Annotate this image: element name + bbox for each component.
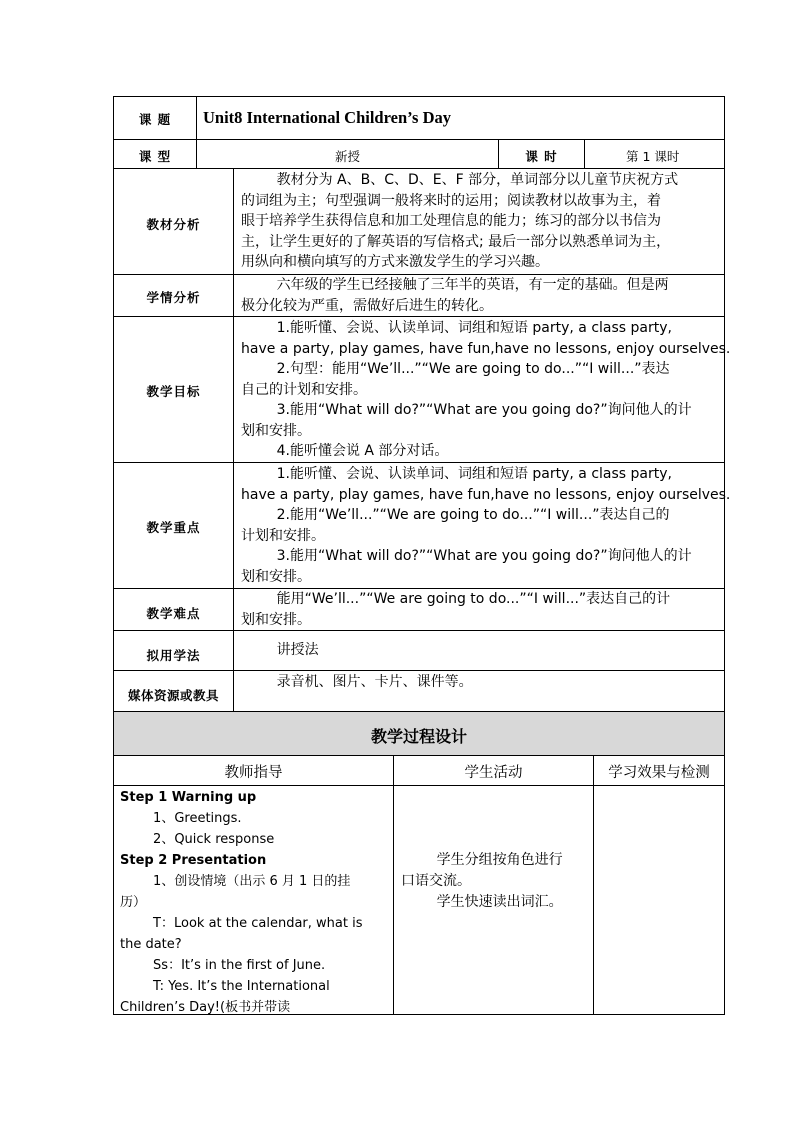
text-line: 划和安排。 <box>241 611 311 628</box>
text-line <box>401 829 563 850</box>
topic-label: 课 题 <box>138 112 172 127</box>
teacher-guidance-text <box>120 787 363 1018</box>
method-text <box>241 640 319 661</box>
text-line <box>401 787 563 808</box>
text-line: 用纵向和横向填写的方式来激发学生的学习兴趣。 <box>241 254 549 270</box>
text-line: the date? <box>120 937 182 952</box>
text-line: 极分化较为严重，需做好后进生的转化。 <box>241 297 493 314</box>
col-effect-header: 学习效果与检测 <box>608 765 710 781</box>
type-label: 课 型 <box>138 149 172 164</box>
table-border-top <box>113 96 725 97</box>
table-border-left <box>113 96 114 1015</box>
text-line: 3.能用“What will do?”“What are you going do?”询问他人的计 <box>241 402 692 418</box>
text-line <box>401 808 563 829</box>
col-divider <box>233 168 234 711</box>
key-points-text <box>241 464 730 587</box>
text-line: 的词组为主；句型强调一般将来时的运用；阅读教材以故事为主，着 <box>241 192 661 209</box>
text-line: 口语交流。 <box>401 873 471 889</box>
row-divider <box>113 630 725 631</box>
text-line: 讲授法 <box>241 642 319 658</box>
text-line: 2、Quick response <box>120 832 275 847</box>
text-line: T：Look at the calendar, what is <box>120 916 363 931</box>
difficulties-text <box>241 589 670 630</box>
method-label: 拟用学法 <box>146 648 201 663</box>
row-divider <box>113 462 725 463</box>
row-divider <box>113 785 725 786</box>
text-line: have a party, play games, have fun,have no lessons, enjoy ourselves. <box>241 340 731 357</box>
text-line: 主，让学生更好的了解英语的写信格式; 最后一部分以熟悉单词为主， <box>241 233 671 250</box>
student-analysis-text <box>241 275 669 316</box>
step-heading: Step 2 Presentation <box>120 853 267 868</box>
text-line: Children’s Day!(板书并带读 <box>120 1000 291 1015</box>
process-title: 教学过程设计 <box>370 727 467 746</box>
media-text <box>241 672 473 693</box>
text-line: 划和安排。 <box>241 568 311 585</box>
col-teacher-header: 教师指导 <box>224 765 283 781</box>
hours-value: 第 1 课时 <box>626 149 680 164</box>
text-line: 1.能听懂、会说、认读单词、词组和短语 party, a class party, <box>241 320 672 336</box>
text-line: 2.能用“We’ll...”“We are going to do...”“I will...”表达自己的 <box>241 507 670 523</box>
text-line: 划和安排。 <box>241 422 311 439</box>
text-line: have a party, play games, have fun,have no lessons, enjoy ourselves. <box>241 486 731 503</box>
text-line: Ss：It’s in the first of June. <box>120 958 326 973</box>
text-line: 2.句型：能用“We’ll...”“We are going to do...”“I will...”表达 <box>241 361 670 377</box>
col-divider <box>593 755 594 1015</box>
student-analysis-label: 学情分析 <box>146 290 201 305</box>
step-heading: Step 1 Warning up <box>120 790 257 805</box>
text-line: 1、Greetings. <box>120 811 242 826</box>
text-line: 4.能听懂会说 A 部分对话。 <box>241 443 449 459</box>
text-line: 眼于培养学生获得信息和加工处理信息的能力；练习的部分以书信为 <box>241 213 661 229</box>
media-label: 媒体资源或教具 <box>127 688 219 703</box>
key-points-label: 教学重点 <box>146 520 201 535</box>
text-line: 学生分组按角色进行 <box>401 852 563 868</box>
objectives-label: 教学目标 <box>146 384 201 399</box>
student-activity-text <box>401 787 563 913</box>
text-line: T: Yes. It’s the International <box>120 979 330 994</box>
row-divider <box>113 139 725 140</box>
text-line: 录音机、图片、卡片、课件等。 <box>241 674 473 690</box>
text-line: 历） <box>120 895 147 910</box>
difficulties-label: 教学难点 <box>146 606 201 621</box>
type-value: 新授 <box>334 149 360 164</box>
topic-value: Unit8 International Children’s Day <box>203 108 451 127</box>
textbook-analysis-label: 教材分析 <box>146 217 201 232</box>
row-divider <box>113 755 725 756</box>
col-divider <box>584 139 585 169</box>
text-line: 六年级的学生已经接触了三年半的英语，有一定的基础。但是两 <box>241 277 669 293</box>
col-divider <box>393 755 394 1015</box>
row-divider <box>113 670 725 671</box>
text-line: 自己的计划和安排。 <box>241 381 367 398</box>
text-line: 能用“We’ll...”“We are going to do...”“I will...”表达自己的计 <box>241 591 671 607</box>
row-divider <box>113 168 725 169</box>
text-line: 教材分为 A、B、C、D、E、F 部分，单词部分以儿童节庆祝方式 <box>241 172 679 188</box>
text-line: 计划和安排。 <box>241 527 325 544</box>
col-student-header: 学生活动 <box>464 765 523 781</box>
text-line: 1.能听懂、会说、认读单词、词组和短语 party, a class party, <box>241 466 672 482</box>
hours-label: 课 时 <box>525 149 558 164</box>
text-line: 3.能用“What will do?”“What are you going do?”询问他人的计 <box>241 548 692 564</box>
row-divider <box>113 316 725 317</box>
objectives-text <box>241 318 730 462</box>
textbook-analysis-text <box>241 170 678 273</box>
text-line: 学生快速读出词汇。 <box>401 894 563 910</box>
text-line: 1、创设情境（出示 6 月 1 日的挂 <box>120 874 351 889</box>
